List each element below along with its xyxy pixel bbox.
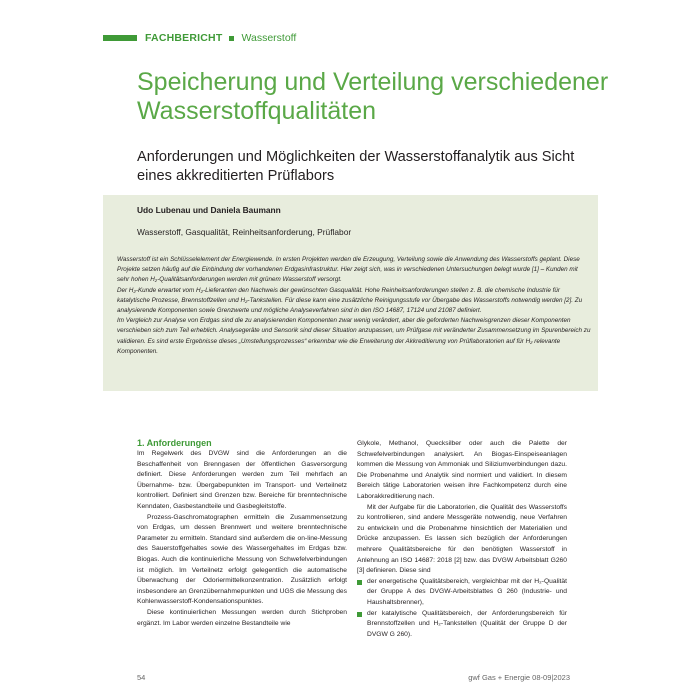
header-accent-bar <box>103 35 137 41</box>
body-paragraph: Prozess-Gaschromatographen ermitteln die Zusammensetzung von Erdgas, um dessen Brennwert und weitere brenntechnische Parameter zu ermitteln. Standard sind außerdem die on-line-Messung des Sauerstoffgehaltes sowie des Wassergehaltes im Erdgas bzw. Biogas. Auch die kontinuierliche Messung von Schwefelverbindungen ist möglich. Im Verteilnetz erfolgt gelegentlich die automatische Überwachung der Odoriermittelkonzentration. Zusätzlich erfolgt insbesondere an Grenzübernahmepunkten und UGS die Messung des Kohlenwasserstoff-Kondensationspunktes. <box>137 513 347 606</box>
abstract-paragraph: Im Vergleich zur Analyse von Erdgas sind die zu analysierenden Komponenten zwar wenig verändert, aber die geforderten Nachweisgrenzen dieser Komponenten verschieben sich zum Teil erheblich. Analysegeräte und Sensorik sind dieser Situation anzupassen, um Prüfgase mit veränderter Zusammensetzung im Spurenbereich zu validieren. Es sind erste Ergebnisse dieses „Umstellungsprozesses“ erkennbar wie die Erweiterung der Akkreditierung von Prüflaboratorien auf für H₂ relevante Komponenten. <box>117 317 591 355</box>
abstract-paragraph: Wasserstoff ist ein Schlüsselelement der Energiewende. In ersten Projekten werden die Erzeugung, Verteilung sowie die Anwendung des Wasserstoffs geplant. Diese Projekte setzen häufig auf die Einbindung der vorhandenen Erdgasinfrastruktur. Hier zeigt sich, was in verschiedenen Untersuchungen belegt wurde [1] – Kunden mit sehr hohen H₂-Qualitätsanforderungen werden mit grünem Wasserstoff versorgt. <box>117 256 580 284</box>
header-topic: Wasserstoff <box>241 32 297 44</box>
quality-list <box>357 577 567 641</box>
body-paragraph: Im Regelwerk des DVGW sind die Anforderungen an die Beschaffenheit von Brenngasen der öffentlichen Gasversorgung definiert. Diese Anforderungen werden zum Teil mehrfach an Übernahme- bzw. Übergabepunkten im Transport- und Verteilnetz kontrolliert. Definiert sind Grenzen bzw. Bereiche für brenntechnische Kenndaten, Gasbestandteile und Gasbegleitstoffe. <box>137 450 347 510</box>
body-column-left <box>137 437 347 629</box>
bullet-square-icon <box>357 612 362 617</box>
journal-footer: gwf Gas + Energie 08-09|2023 <box>468 673 570 682</box>
body-paragraph: Diese kontinuierlichen Messungen werden durch Stichproben ergänzt. Im Labor werden einzelne Bestandteile wie <box>137 608 347 627</box>
bullet-square-icon <box>357 580 362 585</box>
authors: Udo Lubenau und Daniela Baumann <box>137 205 281 215</box>
body-paragraph: Glykole, Methanol, Quecksilber oder auch die Palette der Schwefelverbindungen analysiert. An Biogas-Einspeiseanlagen kommen die Messung von Ammoniak und Siliziumverbindungen dazu. Die Probenahme und Analytik sind normiert und validiert. In diesem Bereich tätige Laboratorien weisen ihre Fachkompetenz durch eine Laborakkreditierung nach. <box>357 440 567 500</box>
header-category: FACHBERICHT <box>145 32 223 44</box>
keywords: Wasserstoff, Gasqualität, Reinheitsanforderung, Prüflabor <box>137 227 352 237</box>
header-separator-square <box>229 36 234 41</box>
section-heading: 1. Anforderungen <box>137 438 212 448</box>
article-subtitle: Anforderungen und Möglichkeiten der Wasserstoffanalytik aus Sicht eines akkreditierten Prüflabors <box>137 149 575 184</box>
article-title: Speicherung und Verteilung verschiedener Wasserstoffqualitäten <box>137 68 609 125</box>
body-paragraph: Mit der Aufgabe für die Laboratorien, die Qualität des Wasserstoffs zu kontrollieren, sind andere Messgeräte notwendig, neue Verfahren zu entwickeln und die Probenahme hinsichtlich der Materialien und Drücke anzupassen. Es lassen sich bezüglich der Anforderungen mehrere Qualitätsbereiche für den benötigten Wasserstoff in Anlehnung an ISO 14687: 2018 [2] bzw. das DVGW Arbeitsblatt G260 [3] definieren. Diese sind <box>357 503 567 575</box>
body-column-right <box>357 439 567 640</box>
list-item: der energetische Qualitätsbereich, vergleichbar mit der H₂-Qualität der Gruppe A des DVGW-Arbeitsblattes G 260 (Industrie- und Haushaltsbrenner), <box>357 577 567 609</box>
abstract <box>117 255 591 357</box>
abstract-paragraph: Der H₂-Kunde erwartet vom H₂-Lieferanten den Nachweis der gewünschten Gasqualität. Hohe Reinheitsanforderungen stellen z. B. die chemische Industrie für katalytische Prozesse, Brennstoffzellen und H₂-Tankstellen. Für diese kann eine zusätzliche Reinigungsstufe vor Übergabe des Wasserstoffs notwendig werden [2]. Zu analysierende Komponenten sowie Grenzwerte und mögliche Analyseverfahren sind in den ISO 14687, 17124 und 21087 definiert. <box>117 286 583 315</box>
list-item: der katalytische Qualitätsbereich, der Anforderungsbereich für Brennstoffzellen und H₂-Tankstellen (Qualität der Gruppe D der DVGW G 260). <box>357 609 567 641</box>
section-header <box>103 32 296 44</box>
page-number: 54 <box>137 673 146 682</box>
